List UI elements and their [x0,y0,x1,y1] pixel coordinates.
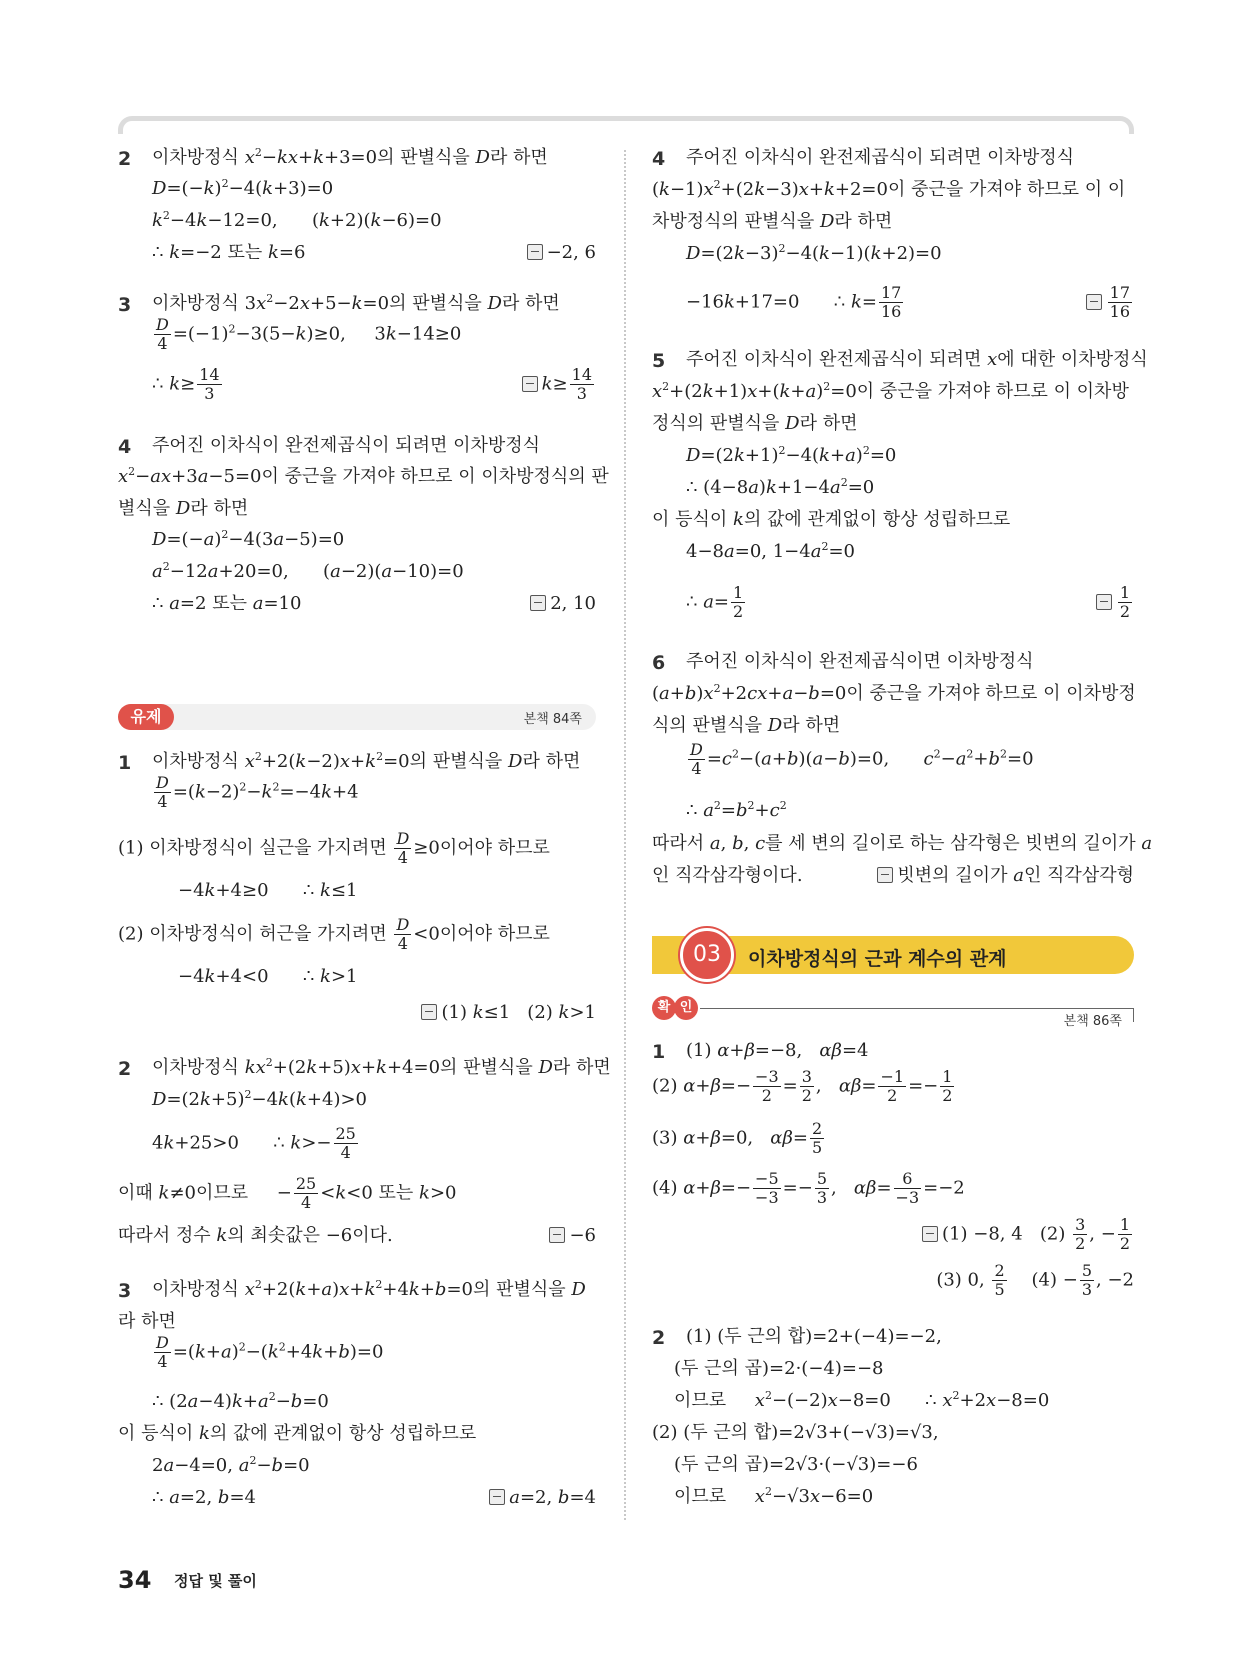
problem-text: 주어진 이차식이 완전제곱식이 되려면 이차방정식 [152,435,541,456]
equation-line: 4−8a=0, $1-4a^2=0$ [686,540,855,562]
equation-line: −4k+4≥0 ∴ k≤1 [178,880,358,901]
problem-number: 5 [652,350,666,372]
answer-mark-icon [489,1489,505,1505]
problem-text: $(k-1)x^2+(2k-3)x+k+2=0$이 중근을 가져야 하므로 이 이 [652,178,1126,200]
answer-label: 2, 10 [530,593,596,615]
answer-mark-icon [922,1226,938,1242]
equation-line: (2) α+β=− $\frac{-3}{2}$ = $\frac{3}{2}$ , αβ= $\frac{-1}{2}$ =− $\frac{1}{2}$ [652,1067,953,1105]
problem-text: 별식을 D라 하면 [118,498,249,519]
equation-line: $D=(2k-3)^2-4(k-1)(k+2)=0$ [686,242,942,264]
problem-text: 이 등식이 k의 값에 관계없이 항상 성립하므로 [652,509,1011,530]
equation-line: (1) α+β=−8, αβ=4 [686,1040,869,1061]
answer-mark-icon [527,244,543,260]
hwagin-label-2: 인 [674,996,698,1020]
equation-line: −16k+17=0 ∴ k= $\frac{17}{16}$ [686,283,902,321]
equation-line: ∴ a=2, b=4 [152,1487,256,1508]
problem-text: $x^2-ax+3a-5=0$이 중근을 가져야 하므로 이 이차방정식의 판 [118,465,609,487]
equation-line: (3) α+β=0, αβ= $\frac{2}{5}$ [652,1119,823,1157]
problem-text: 이차방정식 $kx^2+(2k+5)x+k+4=0$의 판별식을 D라 하면 [152,1056,611,1078]
equation-line: $\frac{D}{4}$ $=(-1)^2-3(5-k)\ge 0$, 3k−14≥0 [156,315,462,353]
problem-text: 따라서 정수 k의 최솟값은 −6이다. [118,1225,393,1246]
condition-line: (1) 이차방정식이 실근을 가지려면 $\frac{D}{4}$ ≥0이어야 하므로 [118,829,550,867]
answer-label: (1) −8, 4 (2) $\frac{3}{2}$ , − $\frac{1}{2}$ [922,1216,1134,1253]
condition-line: (2) 이차방정식이 허근을 가지려면 $\frac{D}{4}$ <0이어야 하므로 [118,915,550,953]
hwagin-rule [700,1008,1134,1009]
equation-line: 이므로 $x^2-√3x-6=0$ [674,1485,874,1507]
equation-line: $D=(-a)^2-4(3a-5)=0$ [152,528,345,550]
problem-text: 정식의 판별식을 D라 하면 [652,413,858,434]
answer-mark-icon [421,1004,437,1020]
problem-number: 4 [652,148,666,170]
problem-text: 따라서 a, b, c를 세 변의 길이로 하는 삼각형은 빗변의 길이가 a [652,833,1153,854]
problem-text: 이차방정식 $x^2+2(k+a)x+k^2+4k+b=0$의 판별식을 D [152,1278,586,1300]
problem-text: 주어진 이차식이 완전제곱식이면 이차방정식 [686,651,1034,672]
equation-line: $\frac{D}{4}$ $=c^2-(a+b)(a-b)=0$, $c^2-a^2+b^2=0$ [690,740,1034,778]
problem-number: 1 [118,752,132,774]
problem-text: $x^2+(2k+1)x+(k+a)^2=0$이 중근을 가져야 하므로 이 이차방 [652,380,1129,402]
answer-label: (3) 0, $\frac{2}{5}$ (4) − $\frac{5}{3}$ , −2 [936,1261,1134,1299]
equation-line: ∴ k≥ $\frac{14}{3}$ [152,365,220,403]
equation-line: ∴ $a^2=b^2+c^2$ [686,799,787,821]
answer-label: −6 [549,1225,596,1247]
problem-text: 이차방정식 $x^2-kx+k+3=0$의 판별식을 D라 하면 [152,146,548,168]
problem-text: 이 등식이 k의 값에 관계없이 항상 성립하므로 [118,1423,477,1444]
problem-number: 2 [118,1058,132,1080]
equation-line: (2) (두 근의 합)=2√3+(−√3)=√3, [652,1422,939,1443]
problem-text: $(a+b)x^2+2cx+a-b=0$이 중근을 가져야 하므로 이 이차방정 [652,682,1136,704]
section-title: 이차방정식의 근과 계수의 관계 [748,948,1007,970]
footer-label: 정답 및 풀이 [174,1572,257,1590]
answer-mark-icon [877,867,893,883]
problem-text: 이때 k≠0이므로 − $\frac{25}{4}$ <k<0 또는 k>0 [118,1174,457,1212]
hwagin-rule-end [1133,1008,1134,1022]
answer-label: (1) k≤1 (2) k>1 [421,1002,596,1024]
answer-label: $\frac{1}{2}$ [1096,584,1134,621]
yuje-label: 유제 [118,704,174,730]
equation-line: $\frac{D}{4}$ $=(k-2)^2-k^2=-4k+4$ [156,773,359,811]
equation-line: (4) α+β=− $\frac{-5}{-3}$ =− $\frac{5}{3}$ , αβ= $\frac{6}{-3}$ =−2 [652,1169,965,1207]
hwagin-header [652,996,1134,1029]
problem-number: 6 [652,652,666,674]
problem-text: 이차방정식 $3x^2-2x+5-k=0$의 판별식을 D라 하면 [152,292,560,314]
problem-text: 식의 판별식을 D라 하면 [652,715,841,736]
equation-line: (1) (두 근의 합)=2+(−4)=−2, [686,1326,942,1347]
problem-number: 2 [118,148,132,170]
problem-number: 3 [118,1280,132,1302]
answer-label: $\frac{17}{16}$ [1086,284,1134,321]
answer-mark-icon [522,376,538,392]
answer-label: k≥ $\frac{14}{3}$ [522,366,596,403]
problem-text: 주어진 이차식이 완전제곱식이 되려면 x에 대한 이차방정식 [686,349,1148,370]
equation-line: ∴ $(2a-4)k+a^2-b=0$ [152,1390,329,1412]
answer-label: a=2, b=4 [489,1487,596,1509]
problem-text: 인 직각삼각형이다. [652,865,803,886]
column-divider [624,150,626,1520]
problem-number: 2 [652,1327,666,1349]
answer-label: 빗변의 길이가 a인 직각삼각형 [877,865,1134,887]
problem-text: 라 하면 [118,1311,176,1332]
equation-line: 2a−4=0, $a^2-b=0$ [152,1454,310,1476]
hwagin-page-ref: 본책 86쪽 [1063,1014,1122,1029]
equation-line: $k^2-4k-12=0$, (k+2)(k−6)=0 [152,209,442,231]
equation-line: $a^2-12a+20=0$, (a−2)(a−10)=0 [152,560,464,582]
equation-line: $\frac{D}{4}$ $=(k+a)^2-(k^2+4k+b)=0$ [156,1333,384,1371]
yuje-header [118,704,596,730]
equation-line: (두 근의 곱)=2√3·(−√3)=−6 [674,1454,918,1475]
problem-number: 3 [118,294,132,316]
page-number: 34 [118,1566,152,1594]
problem-text: 이차방정식 $x^2+2(k-2)x+k^2=0$의 판별식을 D라 하면 [152,750,581,772]
answer-label: −2, 6 [527,242,596,264]
equation-line: (두 근의 곱)=2·(−4)=−8 [674,1358,884,1379]
equation-line: ∴ a= $\frac{1}{2}$ [686,583,744,621]
top-border-bar [118,116,1134,134]
problem-text: 주어진 이차식이 완전제곱식이 되려면 이차방정식 [686,147,1075,168]
answer-mark-icon [1096,594,1112,610]
hwagin-label-1: 확 [652,996,676,1020]
equation-line: $D=(2k+1)^2-4(k+a)^2=0$ [686,444,897,466]
equation-line: ∴ a=2 또는 a=10 [152,593,302,614]
equation-line: 4k+25>0 ∴ k>− $\frac{25}{4}$ [152,1124,356,1162]
problem-number: 4 [118,436,132,458]
answer-mark-icon [530,595,546,611]
answer-mark-icon [1086,294,1102,310]
equation-line: ∴ k=−2 또는 k=6 [152,242,306,263]
yuje-page-ref: 본책 84쪽 [523,712,582,727]
section-number-badge: 03 [680,928,734,982]
problem-number: 1 [652,1041,666,1063]
problem-text: 차방정식의 판별식을 D라 하면 [652,211,893,232]
equation-line: −4k+4<0 ∴ k>1 [178,966,358,987]
equation-line: 이므로 $x^2-(-2)x-8=0$ ∴ $x^2+2x-8=0$ [674,1389,1050,1411]
equation-line: ∴ $(4-8a)k+1-4a^2=0$ [686,476,875,498]
equation-line: $D=(-k)^2-4(k+3)=0$ [152,177,334,199]
answer-mark-icon [549,1227,565,1243]
equation-line: $D=(2k+5)^2-4k(k+4)>0$ [152,1088,367,1110]
